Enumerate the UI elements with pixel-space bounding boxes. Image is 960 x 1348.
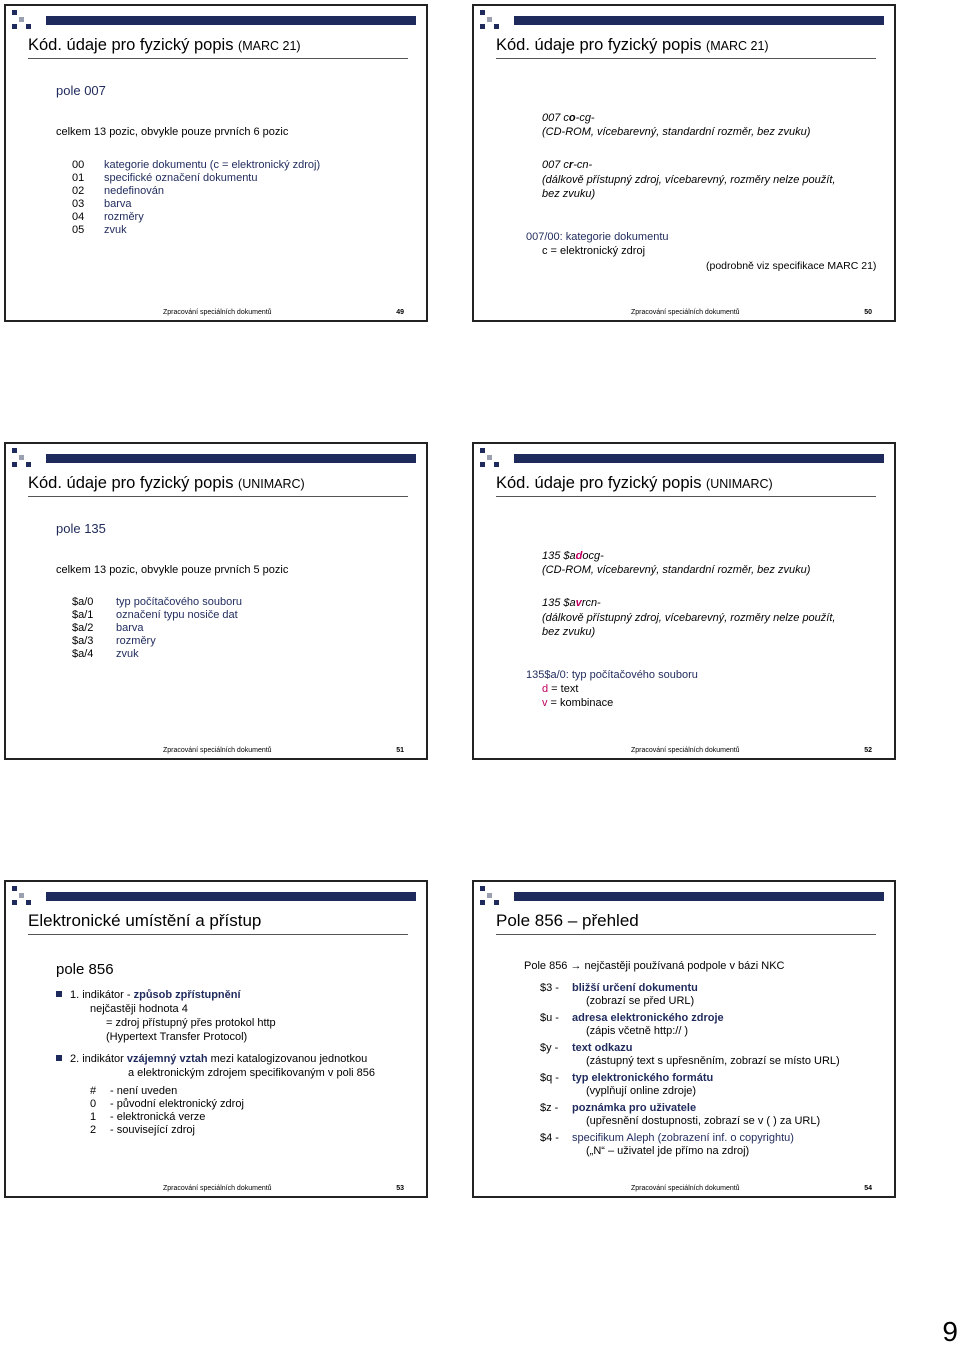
slide-decoration [12,886,38,908]
pole-heading: pole 135 [56,521,106,536]
indicator-text: = zdroj přístupný přes protokol http [106,1017,276,1029]
page-number: 9 [942,1316,958,1347]
title-rule [28,496,408,497]
list-item: 05 zvuk [72,224,127,236]
subfield-note: (vyplňují online zdroje) [586,1085,697,1097]
example-code: 135 $avrcn- [542,597,601,609]
list-item: 1 - elektronická verze [90,1111,206,1123]
category-value: v = kombinace [542,697,614,709]
subfield-note: („N“ – uživatel jde přímo na zdroj) [586,1145,750,1157]
title-rule [28,58,408,59]
indicator-text: nejčastěji hodnota 4 [90,1003,188,1015]
example-code: 135 $adocg- [542,550,604,562]
list-item: 00 kategorie dokumentu (c = elektronický zdroj) [72,159,321,171]
category-text: 135$a/0: typ počítačového souboru [526,669,698,681]
slide-title: Pole 856 – přehled [496,911,639,930]
subfield-item: $3 - bližší určení dokumentu [540,982,698,994]
list-item: $a/1 označení typu nosiče dat [72,609,238,621]
title-rule [496,496,876,497]
example-desc: bez zvuku) [542,188,596,200]
slide-title: Kód. údaje pro fyzický popis (MARC 21) [496,36,769,54]
subfield-note: (zobrazí se před URL) [586,995,695,1007]
position-list [72,159,320,237]
spec-note: (podrobně viz specifikace MARC 21) [706,260,877,272]
slide-decoration [480,10,506,32]
subfield-list [540,982,840,1158]
slide-number: 53 [396,1185,404,1192]
list-item: $a/4 zvuk [72,648,139,660]
slide-number: 51 [396,747,404,754]
list-item: 0 - původní elektronický zdroj [90,1098,244,1110]
list-item: 01 specifické označení dokumentu [72,172,258,184]
list-item: # - není uveden [90,1085,178,1097]
category-value: d = text [542,683,579,695]
slide-title: Kód. údaje pro fyzický popis (MARC 21) [28,36,301,54]
category-value: c = elektronický zdroj [542,245,646,257]
title-bar [46,454,416,463]
title-rule [28,934,408,935]
slide-decoration [480,448,506,470]
slide-title: Elektronické umístění a přístup [28,911,262,930]
title-bar [514,16,884,25]
slide-51: Kód. údaje pro fyzický popis (UNIMARC) pole 135 celkem 13 pozic, obvykle pouze prvních 5 pozic $a/0 typ počítačového souboru $a/1 označení typu nosiče dat $a/2 barva $a/3 rozměry $a/4 zvuk Zpracování speciálních dokumentů 51 [4,442,428,760]
subfield-item: $z - poznámka pro uživatele [540,1102,697,1114]
example-code: 007 co-cg- [542,112,595,124]
slide-title: Kód. údaje pro fyzický popis (UNIMARC) [28,474,305,492]
subfield-item: $y - text odkazu [540,1042,633,1054]
pole-heading: pole 007 [56,83,106,98]
subfield-note: (upřesnění dostupnosti, zobrazí se v ( ) za URL) [586,1115,821,1127]
list-item: 2 - související zdroj [90,1124,195,1136]
bullet-icon [56,1055,62,1061]
subfield-item: $u - adresa elektronického zdroje [540,1012,724,1024]
slide-decoration [12,448,38,470]
slide-number: 52 [864,747,872,754]
slide-53: Elektronické umístění a přístup pole 856 1. indikátor - způsob zpřístupnění nejčastěji hodnota 4 = zdroj přístupný přes protokol http (Hypertext Transfer Protocol) 2. indikátor vzájemný vztah mezi katalogizovanou jednotkou a elektronickým zdrojem specifikovaným v poli 856 # - není uveden 0 - původní elektronický zdroj 1 - elektronická verze 2 - související zdroj Zpracování speciálních dokumentů 53 [4,880,428,1198]
subfield-item: $q - typ elektronického formátu [540,1072,714,1084]
example-desc: bez zvuku) [542,626,596,638]
example-desc: (CD-ROM, vícebarevný, standardní rozměr, bez zvuku) [542,564,811,576]
list-item: 02 nedefinován [72,185,164,197]
example-desc: (dálkově přístupný zdroj, vícebarevný, rozměry nelze použít, [542,174,836,186]
list-item: 03 barva [72,198,132,210]
subfield-note: (zástupný text s upřesněním, zobrazí se místo URL) [586,1055,840,1067]
intro-text: celkem 13 pozic, obvykle pouze prvních 6 pozic [56,126,289,138]
position-list [72,596,242,661]
title-bar [46,892,416,901]
example-desc: (CD-ROM, vícebarevný, standardní rozměr, bez zvuku) [542,126,811,138]
title-rule [496,934,876,935]
title-bar [46,16,416,25]
example-code: 007 cr-cn- [542,159,593,171]
slide-number: 54 [864,1185,872,1192]
list-item: $a/2 barva [72,622,144,634]
slide-52: Kód. údaje pro fyzický popis (UNIMARC) 135 $adocg- (CD-ROM, vícebarevný, standardní rozměr, bez zvuku) 135 $avrcn- (dálkově přístupný zdroj, vícebarevný, rozměry nelze použít, bez zvuku) 135$a/0: typ počítačového souboru d = text v = kombinace Zpracování speciálních dokumentů 52 [472,442,896,760]
title-bar [514,892,884,901]
list-item: $a/3 rozměry [72,635,156,647]
title-bar [514,454,884,463]
intro-text: celkem 13 pozic, obvykle pouze prvních 5 pozic [56,564,289,576]
indicator-text: (Hypertext Transfer Protocol) [106,1031,248,1043]
slide-decoration [480,886,506,908]
example-desc: (dálkově přístupný zdroj, vícebarevný, rozměry nelze použít, [542,612,836,624]
intro-text: Pole 856 → nejčastěji používaná podpole v bázi NKC [524,960,785,972]
slide-number: 49 [396,309,404,316]
subfield-note: (zápis včetně http:// ) [586,1025,689,1037]
slide-50: Kód. údaje pro fyzický popis (MARC 21) 007 co-cg- (CD-ROM, vícebarevný, standardní rozměr, bez zvuku) 007 cr-cn- (dálkově přístupný zdroj, vícebarevný, rozměry nelze použít, bez zvuku) 007/00: kategorie dokumentu c = elektronický zdroj (podrobně viz specifikace MARC 21) Zpracování speciálních dokumentů 50 [472,4,896,322]
slide-decoration [12,10,38,32]
subfield-item: $4 - specifikum Aleph (zobrazení inf. o copyrightu) [540,1132,794,1144]
indicator-values [90,1085,244,1137]
indicator-1: 1. indikátor - způsob zpřístupnění [56,989,241,1002]
list-item: $a/0 typ počítačového souboru [72,596,242,608]
category-text: 007/00: kategorie dokumentu [526,231,669,243]
slide-54: Pole 856 – přehled Pole 856 → nejčastěji používaná podpole v bázi NKC $3 - bližší určení dokumentu (zobrazí se před URL) $u - adresa elektronického zdroje (zápis včetně http:// ) $y - text odkazu (zástupný text s upřesněním, zobrazí se místo URL) $q - typ elektronického formátu (vyplňují online zdroje) $z - poznámka pro uživatele (upřesnění dostupnosti, zobrazí se v ( ) za URL) $4 - specifikum Aleph (zobrazení inf. o copyrightu) („N“ – uživatel jde přímo na zdroj) Zpracování speciálních dokumentů 54 [472,880,896,1198]
slide-title: Kód. údaje pro fyzický popis (UNIMARC) [496,474,773,492]
title-rule [496,58,876,59]
list-item: 04 rozměry [72,211,144,223]
bullet-icon [56,991,62,997]
slide-49: Kód. údaje pro fyzický popis (MARC 21) pole 007 celkem 13 pozic, obvykle pouze prvních 6 pozic 00 kategorie dokumentu (c = elektronický zdroj) 01 specifické označení dokumentu 02 nedefinován 03 barva 04 rozměry 05 zvuk Zpracování speciálních dokumentů 49 [4,4,428,322]
slide-number: 50 [864,309,872,316]
indicator-2: 2. indikátor vzájemný vztah mezi katalogizovanou jednotkou [56,1053,367,1066]
pole-heading: pole 856 [56,961,114,978]
indicator-text: a elektronickým zdrojem specifikovaným v poli 856 [128,1067,375,1079]
